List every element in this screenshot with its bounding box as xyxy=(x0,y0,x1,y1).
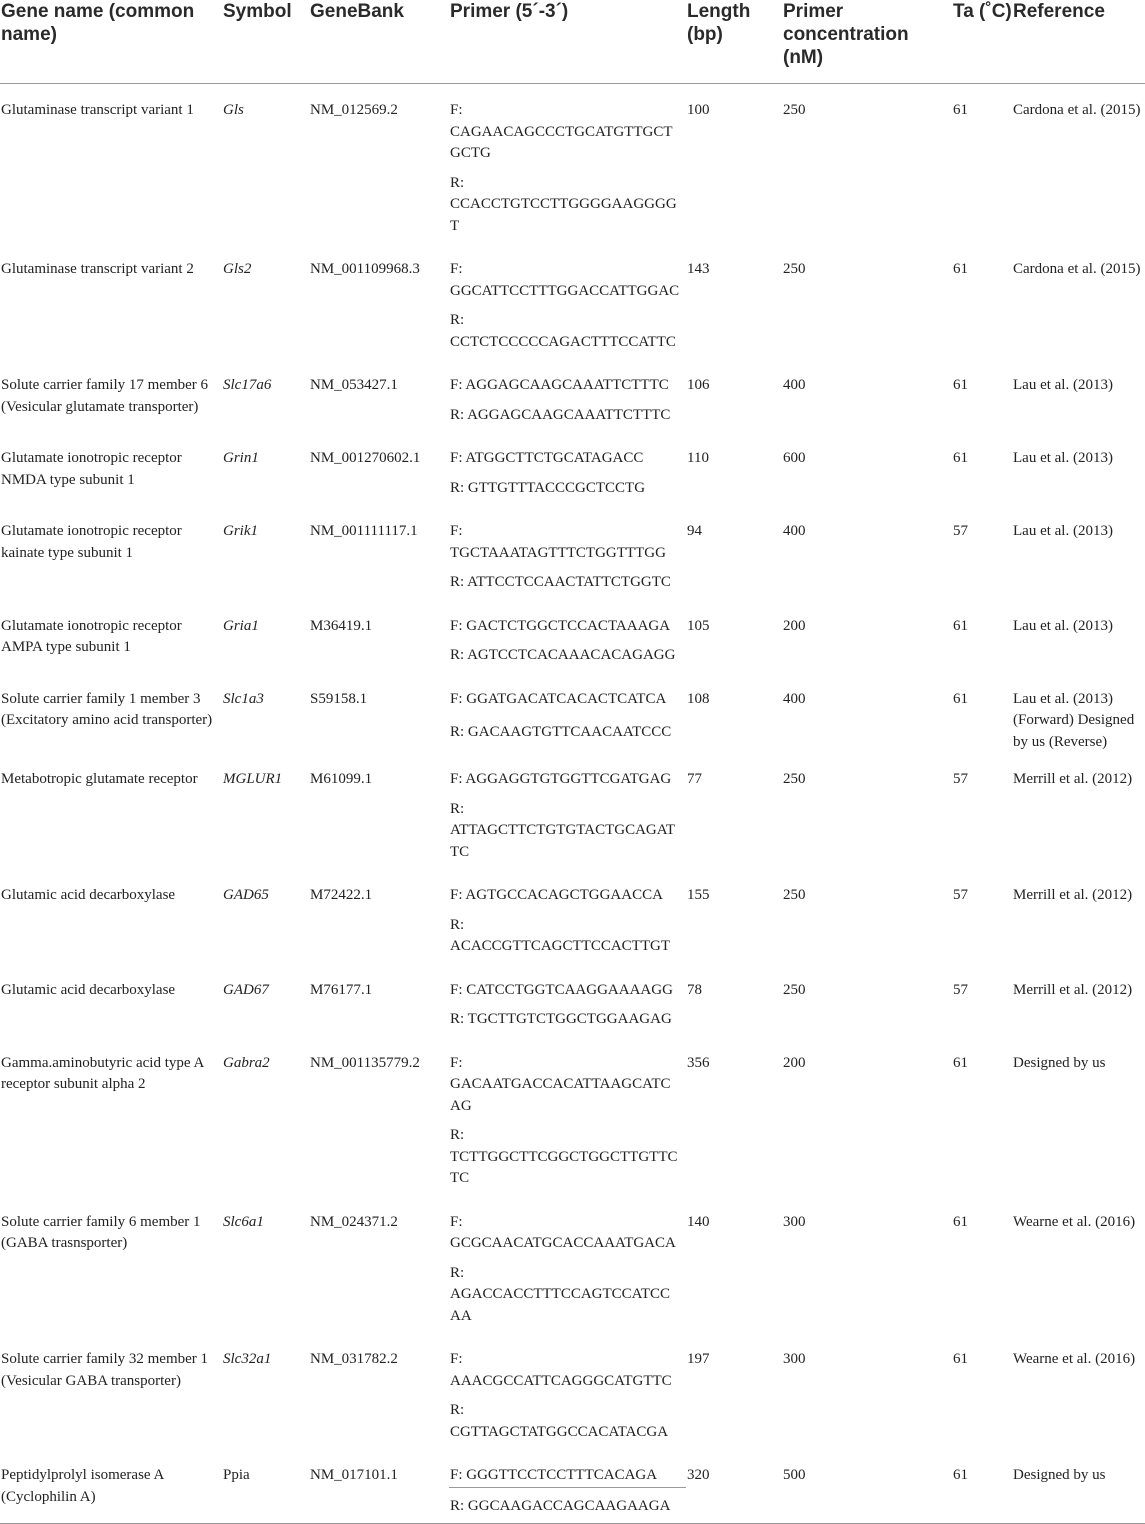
symbol-cell: GAD65 xyxy=(223,887,269,903)
ta-cell: 61 xyxy=(953,377,968,393)
genebank-cell: M72422.1 xyxy=(310,887,373,903)
table-row xyxy=(0,1449,1145,1487)
symbol-cell: Slc6a1 xyxy=(223,1213,264,1230)
gene-name-cell: Glutamate ionotropic receptor NMDA type subunit 1 xyxy=(1,450,182,488)
ta-cell: 61 xyxy=(953,102,968,118)
header-reference: Reference xyxy=(1012,0,1145,84)
genebank-cell: NM_001270602.1 xyxy=(310,450,421,466)
table-row xyxy=(0,1333,1145,1392)
symbol-cell: Slc1a3 xyxy=(223,690,264,707)
genebank-cell: NM_001111117.1 xyxy=(310,523,418,539)
symbol-cell: Ppia xyxy=(222,1449,309,1524)
forward-primer-cell: F: AAACGCCATTCAGGGCATGTTC xyxy=(450,1351,672,1389)
forward-primer-cell: F: GGCATTCCTTTGGACCATTGGAC xyxy=(450,261,680,299)
header-gene-name: Gene name (common name) xyxy=(0,0,222,84)
reference-cell: Merrill et al. (2012) xyxy=(1013,771,1133,787)
reverse-primer-cell: R: ATTCCTCCAACTATTCTGGTC xyxy=(450,574,671,590)
forward-primer-cell: F: GACTCTGGCTCCACTAAAGA xyxy=(450,617,671,634)
reverse-primer-cell: R: AGACCACCTTTCCAGTCCATCCAA xyxy=(450,1264,671,1324)
reference-cell: Wearne et al. (2016) xyxy=(1013,1213,1136,1230)
header-row xyxy=(0,0,1145,84)
reference-cell: Lau et al. (2013) xyxy=(1013,450,1113,466)
symbol-cell: Gria1 xyxy=(223,617,259,634)
forward-primer-cell: F: GACAATGACCACATTAAGCATCAG xyxy=(450,1054,671,1114)
length-cell: 143 xyxy=(687,261,710,277)
concentration-cell: 400 xyxy=(783,690,806,707)
symbol-cell: MGLUR1 xyxy=(223,771,283,787)
table-row xyxy=(0,673,1145,714)
reverse-primer-cell: R: CCACCTGTCCTTGGGGAAGGGGT xyxy=(450,174,677,234)
header-primer-concentration: Primer concentration (nM) xyxy=(782,0,952,84)
genebank-cell: M61099.1 xyxy=(310,771,373,787)
ta-cell: 61 xyxy=(953,617,968,634)
reference-cell: Merrill et al. (2012) xyxy=(1013,981,1133,998)
concentration-cell: 500 xyxy=(782,1449,952,1524)
reference-cell: Cardona et al. (2015) xyxy=(1013,102,1141,118)
ta-cell: 57 xyxy=(953,523,968,539)
gene-name-cell: Solute carrier family 17 member 6 (Vesicular glutamate transporter) xyxy=(1,377,209,415)
ta-cell: 61 xyxy=(953,1351,968,1367)
table-header xyxy=(0,0,1145,84)
reverse-primer-cell: R: TCTTGGCTTCGGCTGGCTTGTTCTC xyxy=(450,1127,678,1186)
length-cell: 140 xyxy=(687,1213,710,1230)
table-row xyxy=(0,505,1145,564)
gene-name-cell: Glutamic acid decarboxylase xyxy=(1,981,176,998)
table-row xyxy=(0,432,1145,470)
genebank-cell: M36419.1 xyxy=(310,617,373,634)
gene-name-cell: Glutaminase transcript variant 2 xyxy=(1,261,194,277)
reverse-primer-cell: R: TGCTTGTCTGGCTGGAAGAG xyxy=(450,1011,672,1027)
forward-primer-cell: F: TGCTAAATAGTTTCTGGTTTGG xyxy=(450,523,666,561)
concentration-cell: 200 xyxy=(783,617,806,634)
concentration-cell: 300 xyxy=(783,1351,806,1367)
genebank-cell: NM_001109968.3 xyxy=(310,261,420,277)
reference-cell: Designed by us xyxy=(1012,1449,1145,1524)
header-ta: Ta (˚C) xyxy=(952,0,1012,84)
length-cell: 100 xyxy=(687,102,710,118)
forward-primer-cell: F: GGATGACATCACACTCATCA xyxy=(450,690,667,707)
table-body xyxy=(0,84,1145,1524)
concentration-cell: 400 xyxy=(783,523,806,539)
symbol-cell: Gls2 xyxy=(223,261,252,277)
header-symbol: Symbol xyxy=(222,0,309,84)
header-primer: Primer (5´-3´) xyxy=(449,0,686,84)
genebank-cell: NM_012569.2 xyxy=(310,102,398,118)
header-length: Length (bp) xyxy=(686,0,782,84)
length-cell: 78 xyxy=(687,981,702,998)
reverse-primer-cell: R: AGTCCTCACAAACACAGAGG xyxy=(450,647,676,663)
length-cell: 108 xyxy=(687,690,710,707)
reference-cell: Merrill et al. (2012) xyxy=(1013,887,1133,903)
length-cell: 106 xyxy=(687,377,710,393)
table-row xyxy=(0,359,1145,397)
length-cell: 320 xyxy=(686,1449,782,1524)
table-row xyxy=(0,84,1145,165)
reverse-primer-cell: R: ATTAGCTTCTGTGTACTGCAGATTC xyxy=(450,800,676,860)
concentration-cell: 300 xyxy=(783,1213,806,1230)
gene-name-cell: Solute carrier family 1 member 3 (Excitatory amino acid transporter) xyxy=(1,690,213,728)
table-row xyxy=(0,1037,1145,1118)
table-row xyxy=(0,243,1145,302)
reference-cell: Lau et al. (2013) (Forward) Designed by us (Reverse) xyxy=(1013,690,1135,750)
ta-cell: 61 xyxy=(953,450,968,466)
gene-name-cell: Gamma.aminobutyric acid type A receptor subunit alpha 2 xyxy=(1,1054,204,1092)
genebank-cell: NM_053427.1 xyxy=(310,377,398,393)
gene-name-cell: Glutamate ionotropic receptor kainate type subunit 1 xyxy=(1,523,182,561)
gene-name-cell: Solute carrier family 6 member 1 (GABA trasnsporter) xyxy=(1,1213,201,1251)
reference-cell: Lau et al. (2013) xyxy=(1013,617,1113,634)
reference-cell: Designed by us xyxy=(1013,1054,1106,1071)
reverse-primer-cell: R: GGCAAGACCAGCAAGAAGA xyxy=(449,1487,686,1524)
concentration-cell: 250 xyxy=(783,887,806,903)
ta-cell: 57 xyxy=(953,981,968,998)
length-cell: 356 xyxy=(687,1054,710,1071)
length-cell: 197 xyxy=(687,1351,710,1367)
symbol-cell: Slc32a1 xyxy=(223,1351,272,1367)
forward-primer-cell: F: CAGAACAGCCCTGCATGTTGCTGCTG xyxy=(450,102,673,161)
symbol-cell: Grik1 xyxy=(223,523,258,539)
table-row xyxy=(0,753,1145,791)
symbol-cell: Gabra2 xyxy=(223,1054,270,1071)
table-row xyxy=(0,869,1145,907)
concentration-cell: 250 xyxy=(783,102,806,118)
reverse-primer-cell: R: GTTGTTTACCCGCTCCTG xyxy=(450,479,646,496)
gene-name-cell: Solute carrier family 32 member 1 (Vesicular GABA transporter) xyxy=(1,1351,209,1389)
reverse-primer-cell: R: ACACCGTTCAGCTTCCACTTGT xyxy=(450,916,671,954)
header-genebank: GeneBank xyxy=(309,0,449,84)
ta-cell: 57 xyxy=(953,771,968,787)
concentration-cell: 250 xyxy=(783,981,806,998)
table-row xyxy=(0,600,1145,638)
reference-cell: Wearne et al. (2016) xyxy=(1013,1351,1136,1367)
table-row xyxy=(0,964,1145,1002)
forward-primer-cell: F: ATGGCTTCTGCATAGACC xyxy=(450,450,644,466)
genebank-cell: NM_024371.2 xyxy=(310,1213,398,1230)
genebank-cell: NM_017101.1 xyxy=(309,1449,449,1524)
reference-cell: Lau et al. (2013) xyxy=(1013,523,1113,539)
concentration-cell: 400 xyxy=(783,377,806,393)
length-cell: 110 xyxy=(687,450,709,466)
ta-cell: 57 xyxy=(953,887,968,903)
ta-cell: 61 xyxy=(952,1449,1012,1524)
forward-primer-cell: F: AGGAGCAAGCAAATTCTTTC xyxy=(450,377,669,393)
genebank-cell: M76177.1 xyxy=(310,981,373,998)
ta-cell: 61 xyxy=(953,1213,968,1230)
table-row xyxy=(0,1196,1145,1255)
concentration-cell: 600 xyxy=(783,450,806,466)
genebank-cell: NM_001135779.2 xyxy=(310,1054,420,1071)
length-cell: 94 xyxy=(687,523,702,539)
concentration-cell: 200 xyxy=(783,1054,806,1071)
length-cell: 77 xyxy=(687,771,702,787)
genebank-cell: NM_031782.2 xyxy=(310,1351,398,1367)
gene-name-cell: Peptidylprolyl isomerase A (Cyclophilin A) xyxy=(0,1449,222,1524)
forward-primer-cell: F: GCGCAACATGCACCAAATGACA xyxy=(450,1213,676,1251)
gene-name-cell: Glutaminase transcript variant 1 xyxy=(1,102,194,118)
reverse-primer-cell: R: CCTCTCCCCCAGACTTTCCATTC xyxy=(450,312,676,350)
symbol-cell: Slc17a6 xyxy=(223,377,272,393)
gene-name-cell: Glutamic acid decarboxylase xyxy=(1,887,176,903)
reference-cell: Cardona et al. (2015) xyxy=(1013,261,1141,277)
reference-cell: Lau et al. (2013) xyxy=(1013,377,1113,393)
ta-cell: 61 xyxy=(953,690,968,707)
ta-cell: 61 xyxy=(953,1054,968,1071)
concentration-cell: 250 xyxy=(783,771,806,787)
forward-primer-cell: F: AGGAGGTGTGGTTCGATGAG xyxy=(450,771,672,787)
forward-primer-cell: F: CATCCTGGTCAAGGAAAAGG xyxy=(450,981,673,998)
reverse-primer-cell: R: CGTTAGCTATGGCCACATACGA xyxy=(450,1402,669,1440)
gene-name-cell: Metabotropic glutamate receptor xyxy=(1,771,198,787)
symbol-cell: GAD67 xyxy=(223,981,269,998)
reverse-primer-cell: R: AGGAGCAAGCAAATTCTTTC xyxy=(450,406,671,423)
length-cell: 155 xyxy=(687,887,710,903)
concentration-cell: 250 xyxy=(783,261,806,277)
reverse-primer-cell: R: GACAAGTGTTCAACAATCCC xyxy=(450,723,672,740)
symbol-cell: Gls xyxy=(223,102,244,118)
length-cell: 105 xyxy=(687,617,710,634)
genebank-cell: S59158.1 xyxy=(310,690,368,707)
symbol-cell: Grin1 xyxy=(223,450,259,466)
gene-name-cell: Glutamate ionotropic receptor AMPA type subunit 1 xyxy=(1,617,182,655)
forward-primer-cell: F: AGTGCCACAGCTGGAACCA xyxy=(450,887,663,903)
ta-cell: 61 xyxy=(953,261,968,277)
forward-primer-cell: F: GGGTTCCTCCTTTCACAGA xyxy=(449,1449,686,1487)
